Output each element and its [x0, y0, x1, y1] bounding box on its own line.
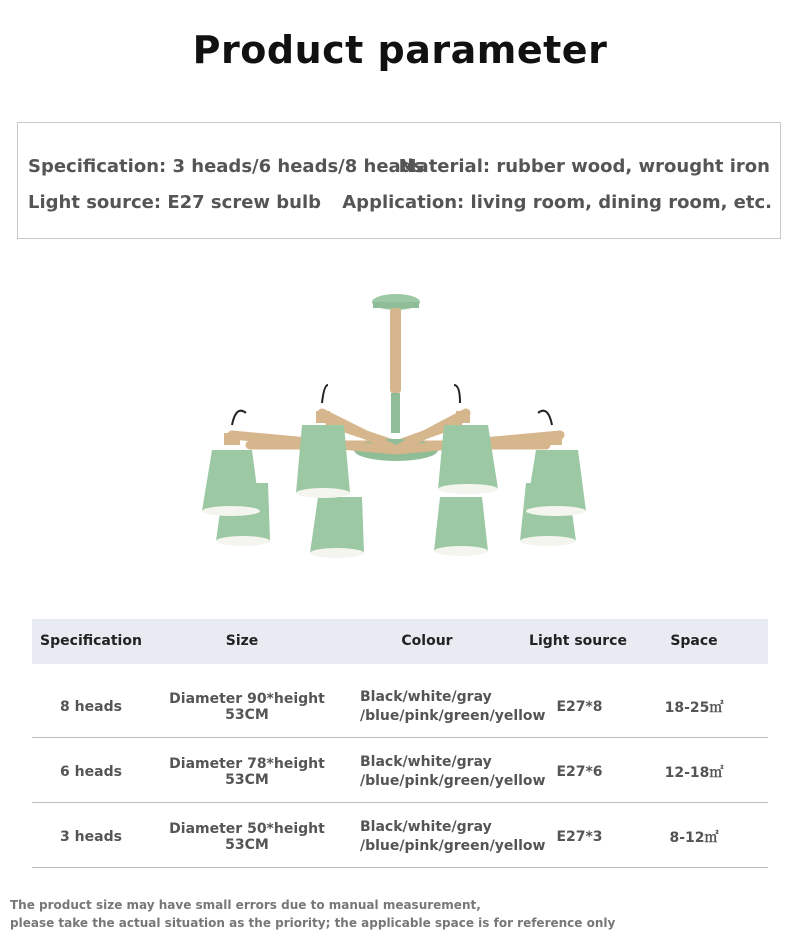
cell-colour-line1: Black/white/gray	[360, 689, 492, 705]
stem-joint	[391, 393, 400, 433]
table-row	[32, 740, 768, 804]
cell-colour	[360, 805, 550, 869]
canopy-base	[373, 302, 419, 308]
spec-application: Application: living room, dining room, etc.	[342, 192, 772, 213]
row-divider	[32, 802, 768, 803]
cell-size: Diameter 78*height 53CM	[169, 756, 325, 788]
lamp-shade-front-mid-right	[434, 497, 488, 556]
cell-light: E27*3	[556, 829, 603, 845]
header-light-source: Light source	[529, 633, 627, 649]
lamp-shade-front-mid-left	[310, 497, 364, 558]
row-divider	[32, 867, 768, 868]
header-size: Size	[225, 633, 259, 649]
cell-space: 8-12㎡	[669, 830, 719, 846]
cell-colour-line2: /blue/pink/green/yellow	[360, 708, 546, 724]
cell-size: Diameter 50*height 53CM	[169, 821, 325, 853]
cell-light: E27*6	[556, 764, 603, 780]
row-divider	[32, 737, 768, 738]
cell-colour-line2: /blue/pink/green/yellow	[360, 838, 546, 854]
wood-stem	[390, 308, 401, 393]
page-title: Product parameter	[192, 28, 608, 72]
disclaimer-line-2: please take the actual situation as the priority; the applicable space is for reference only	[10, 916, 616, 930]
cell-light: E27*8	[556, 699, 603, 715]
spec-summary-box	[17, 122, 781, 239]
cell-colour-line1: Black/white/gray	[360, 819, 492, 835]
header-specification: Specification	[40, 633, 142, 649]
header-colour: Colour	[401, 633, 453, 649]
cell-colour	[360, 675, 550, 739]
cell-colour-line1: Black/white/gray	[360, 754, 492, 770]
table-header	[32, 619, 768, 664]
cell-space: 12-18㎡	[664, 765, 724, 781]
spec-light-source: Light source: E27 screw bulb	[28, 192, 322, 213]
disclaimer-line-1: The product size may have small errors due to manual measurement,	[10, 898, 481, 912]
header-space: Space	[670, 633, 718, 649]
cell-colour	[360, 740, 550, 804]
cell-spec: 6 heads	[60, 764, 122, 780]
spec-material: Material: rubber wood, wrought iron	[398, 156, 770, 177]
cell-size: Diameter 90*height 53CM	[169, 691, 325, 723]
table-row	[32, 805, 768, 869]
cell-spec: 8 heads	[60, 699, 122, 715]
spec-specification: Specification: 3 heads/6 heads/8 heads	[28, 156, 425, 177]
cell-spec: 3 heads	[60, 829, 122, 845]
cell-colour-line2: /blue/pink/green/yellow	[360, 773, 546, 789]
chandelier-image	[190, 285, 610, 575]
cell-space: 18-25㎡	[664, 700, 724, 716]
table-row	[32, 675, 768, 739]
